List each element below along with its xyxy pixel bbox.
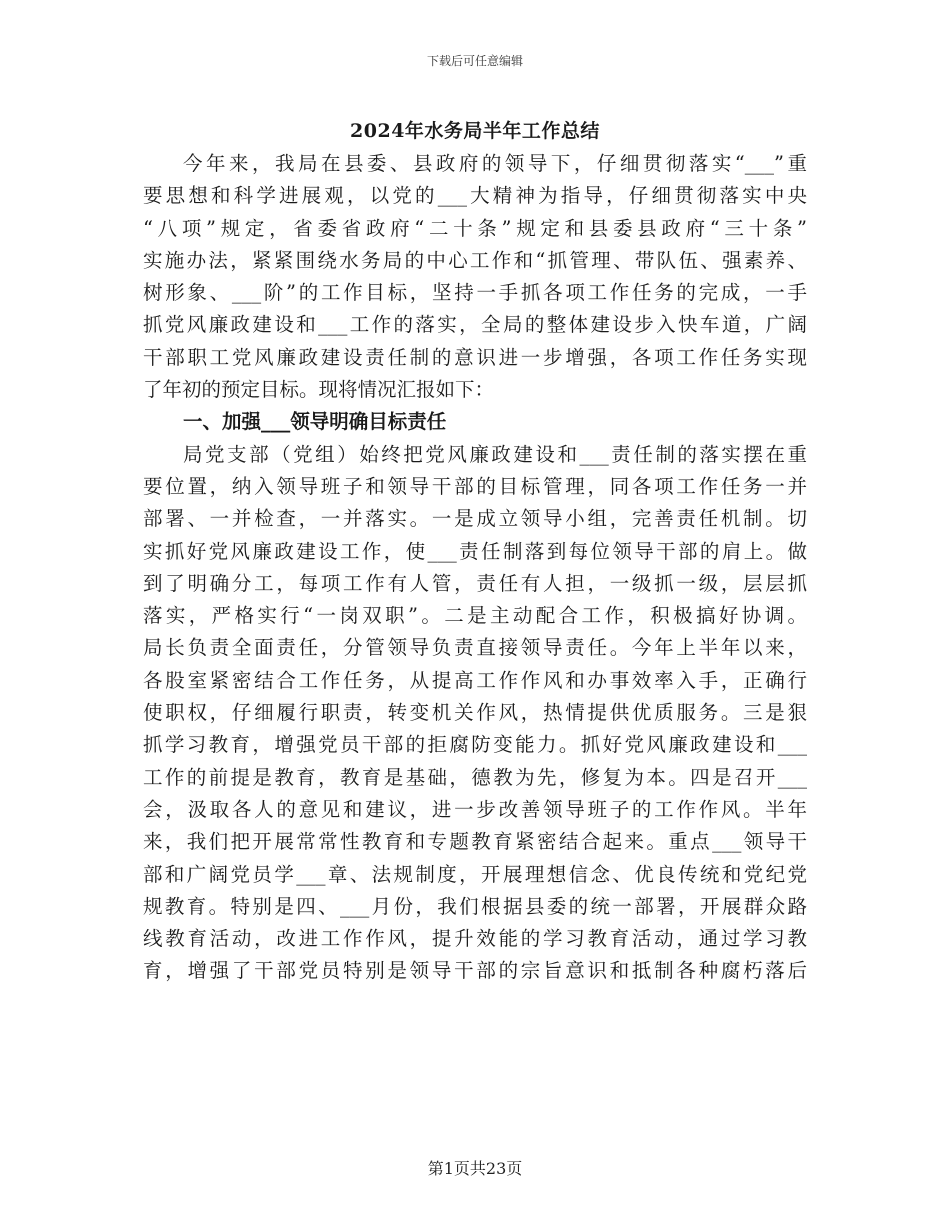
paragraph-line: 今年来，我局在县委、县政府的领导下，仔细贯彻落实“___”重: [183, 152, 807, 175]
paragraph-line: 局长负责全面责任，分管领导负责直接领导责任。今年上半年以来，: [143, 636, 807, 660]
paragraph-line: 实抓好党风廉政建设工作，使___责任制落到每位领导干部的肩上。做: [143, 539, 807, 563]
document-body: [143, 148, 807, 988]
paragraph-line: 落实，严格实行“一岗双职”。二是主动配合工作，积极搞好协调。: [143, 604, 807, 628]
paragraph-line: 实施办法，紧紧围绕水务局的中心工作和“抓管理、带队伍、强素养、: [143, 248, 807, 272]
paragraph-line: 线教育活动，改进工作作风，提升效能的学习教育活动，通过学习教: [143, 927, 807, 951]
document-title: 2024年水务局半年工作总结: [350, 120, 600, 142]
paragraph-line: 部署、一并检查，一并落实。一是成立领导小组，完善责任机制。切: [143, 507, 807, 531]
paragraph-line: 部和广阔党员学___章、法规制度，开展理想信念、优良传统和党纪党: [143, 862, 807, 886]
paragraph-line: 来，我们把开展常常性教育和专题教育紧密结合起来。重点___领导干: [143, 830, 807, 854]
section-heading: 一、加强___领导明确目标责任: [183, 410, 447, 434]
paragraph-line: “八项”规定，省委省政府“二十条”规定和县委县政府“三十条”: [143, 216, 807, 240]
paragraph-line: 规教育。特别是四、___月份，我们根据县委的统一部署，开展群众路: [143, 894, 807, 918]
paragraph-line: 会，汲取各人的意见和建议，进一步改善领导班子的工作作风。半年: [143, 797, 807, 821]
paragraph-line: 抓党风廉政建设和___工作的落实，全局的整体建设步入快车道，广阔: [143, 313, 807, 337]
paragraph-line: 要思想和科学进展观，以党的___大精神为指导，仔细贯彻落实中央: [143, 184, 807, 208]
paragraph-line: 局党支部（党组）始终把党风廉政建设和___责任制的落实摆在重: [183, 442, 807, 466]
paragraph-line: 使职权，仔细履行职责，转变机关作风，热情提供优质服务。三是狠: [143, 701, 807, 725]
paragraph-line: 了年初的预定目标。现将情况汇报如下：: [143, 378, 495, 402]
paragraph-line: 育，增强了干部党员特别是领导干部的宗旨意识和抵制各种腐朽落后: [143, 959, 807, 983]
paragraph-line: 干部职工党风廉政建设责任制的意识进一步增强，各项工作任务实现: [143, 345, 807, 369]
page-number: 第1页共23页: [427, 1159, 523, 1178]
paragraph-line: 树形象、___阶”的工作目标，坚持一手抓各项工作任务的完成，一手: [143, 281, 807, 305]
paragraph-line: 要位置，纳入领导班子和领导干部的目标管理，同各项工作任务一并: [143, 474, 807, 498]
paragraph-line: 各股室紧密结合工作任务，从提高工作作风和办事效率入手，正确行: [143, 668, 807, 692]
paragraph-line: 抓学习教育，增强党员干部的拒腐防变能力。抓好党风廉政建设和___: [143, 733, 807, 757]
paragraph-line: 到了明确分工，每项工作有人管，责任有人担，一级抓一级，层层抓: [143, 571, 807, 595]
page-header-note: 下载后可任意编辑: [426, 54, 523, 68]
paragraph-line: 工作的前提是教育，教育是基础，德教为先，修复为本。四是召开___: [143, 765, 807, 789]
